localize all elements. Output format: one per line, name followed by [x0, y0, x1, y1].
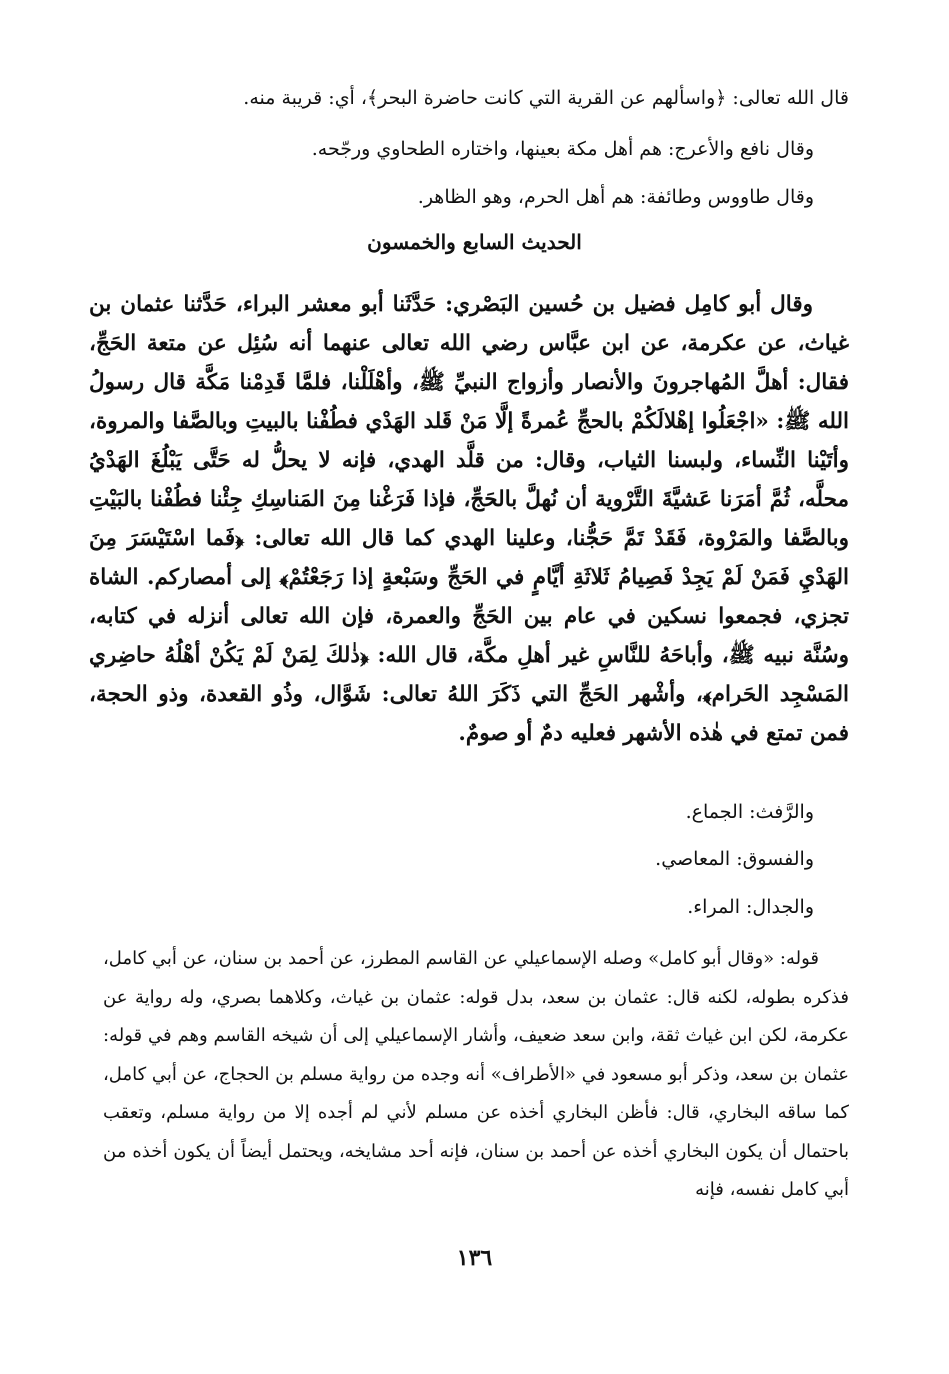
gloss-fusooq: والفسوق: المعاصي. — [655, 848, 814, 870]
gloss-rafath: والرَّفث: الجماع. — [685, 801, 814, 823]
hadith-paragraph: وقال أبو كامِل فضيل بن حُسين البَصْري: حَدَّثَنا أبو معشر البراء، حَدَّثنا عثمان بن غياث، عن عكرمة، عن ابن عبَّاس رضي الله تعالى عنهما أنه سُئِل عن متعة الحَجِّ، فقال: أهلَّ المُهاجرونَ والأنصار وأزواج النبيِّ ﷺ، وأهْلَلْنا، فلمَّا قَدِمْنا مَكَّة قال رسولُ الله ﷺ: «اجْعَلُوا إهْلالَكُمْ بالحجِّ عُمرةً إلَّا مَنْ قَلد الهَدْي فطُفْنا بالبيتِ وبالصَّفا والمروة، وأتَيْنا النِّساء، ولبسنا الثياب، وقال: من قلَّد الهدي، فإنه لا يحلُّ له حَتَّى يَبْلُغَ الهَدْيُ محلَّه، ثُمَّ أمَرَنا عَشيَّةَ التَّرْوية أن نُهلَّ بالحَجِّ، فإذا فَرَغْنا مِنَ المَناسِكِ جِئْنا فطُفْنا بالبَيْتِ وبالصَّفا والمَرْوة، فَقَدْ تَمَّ حَجُّنا، وعلينا الهدي كما قال الله تعالى: ﴿فَما اسْتَيْسَرَ مِنَ الهَدْيِ فَمَنْ لَمْ يَجِدْ فَصِيامُ ثَلاثَةِ أيَّامٍ في الحَجِّ وسَبْعةٍ إذا رَجَعْتُمْ﴾ إلى أمصاركم. الشاة تجزي، فجمعوا نسكين في عام بين الحَجِّ والعمرة، فإن الله تعالى أنزله في كتابه، وسُنَّة نبيه ﷺ، وأباحَهُ للنَّاسِ غير أهلِ مكَّة، قال الله: ﴿ذٰلكَ لِمَنْ لَمْ يَكُنْ أهْلُهُ حاضِري المَسْجِد الحَرام﴾، وأشْهر الحَجِّ التي ذَكَرَ اللهُ تعالى: شَوَّال، وذُو القعدة، وذو الحجة، فمن تمتع في هٰذه الأشهر فعليه دمٌ أو صومٌ. — [89, 292, 849, 746]
section-heading: الحديث السابع والخمسون — [367, 230, 582, 254]
page-number: ١٣٦ — [456, 1245, 493, 1271]
commentary-paragraph: قوله: «وقال أبو كامل» وصله الإسماعيلي عن القاسم المطرز، عن أحمد بن سنان، عن أبي كامل، فذكره بطوله، لكنه قال: عثمان بن سعد، بدل قوله: عثمان بن غياث، وكلاهما بصري، وله رواية عن عكرمة، لكن ابن غياث ثقة، وابن سعد ضعيف، وأشار الإسماعيلي إلى أن شيخه القاسم وهم في قوله: عثمان بن سعد، وذكر أبو مسعود في «الأطراف» أنه وجده من رواية مسلم بن الحجاج، عن أبي كامل، كما ساقه البخاري، قال: فأظن البخاري أخذه عن مسلم لأني لم أجده إلا من رواية مسلم، وتعقب باحتمال أن يكون البخاري أخذه عن أحمد بن سنان، فإنه أحد مشايخه، ويحتمل أيضاً أن يكون أخذه من أبي كامل نفسه، فإنه — [103, 948, 849, 1200]
gloss-jidal: والجدال: المراء. — [687, 896, 814, 918]
intro-line-2: وقال نافع والأعرج: هم أهل مكة بعينها، واختاره الطحاوي ورجّحه. — [311, 138, 814, 160]
intro-line-1: قال الله تعالى: ﴿واسألهم عن القرية التي كانت حاضرة البحر﴾، أي: قريبة منه. — [243, 87, 849, 109]
intro-line-3: وقال طاووس وطائفة: هم أهل الحرم، وهو الظاهر. — [417, 186, 814, 208]
hadith-text-block — [89, 285, 849, 753]
commentary-block — [103, 940, 849, 1210]
